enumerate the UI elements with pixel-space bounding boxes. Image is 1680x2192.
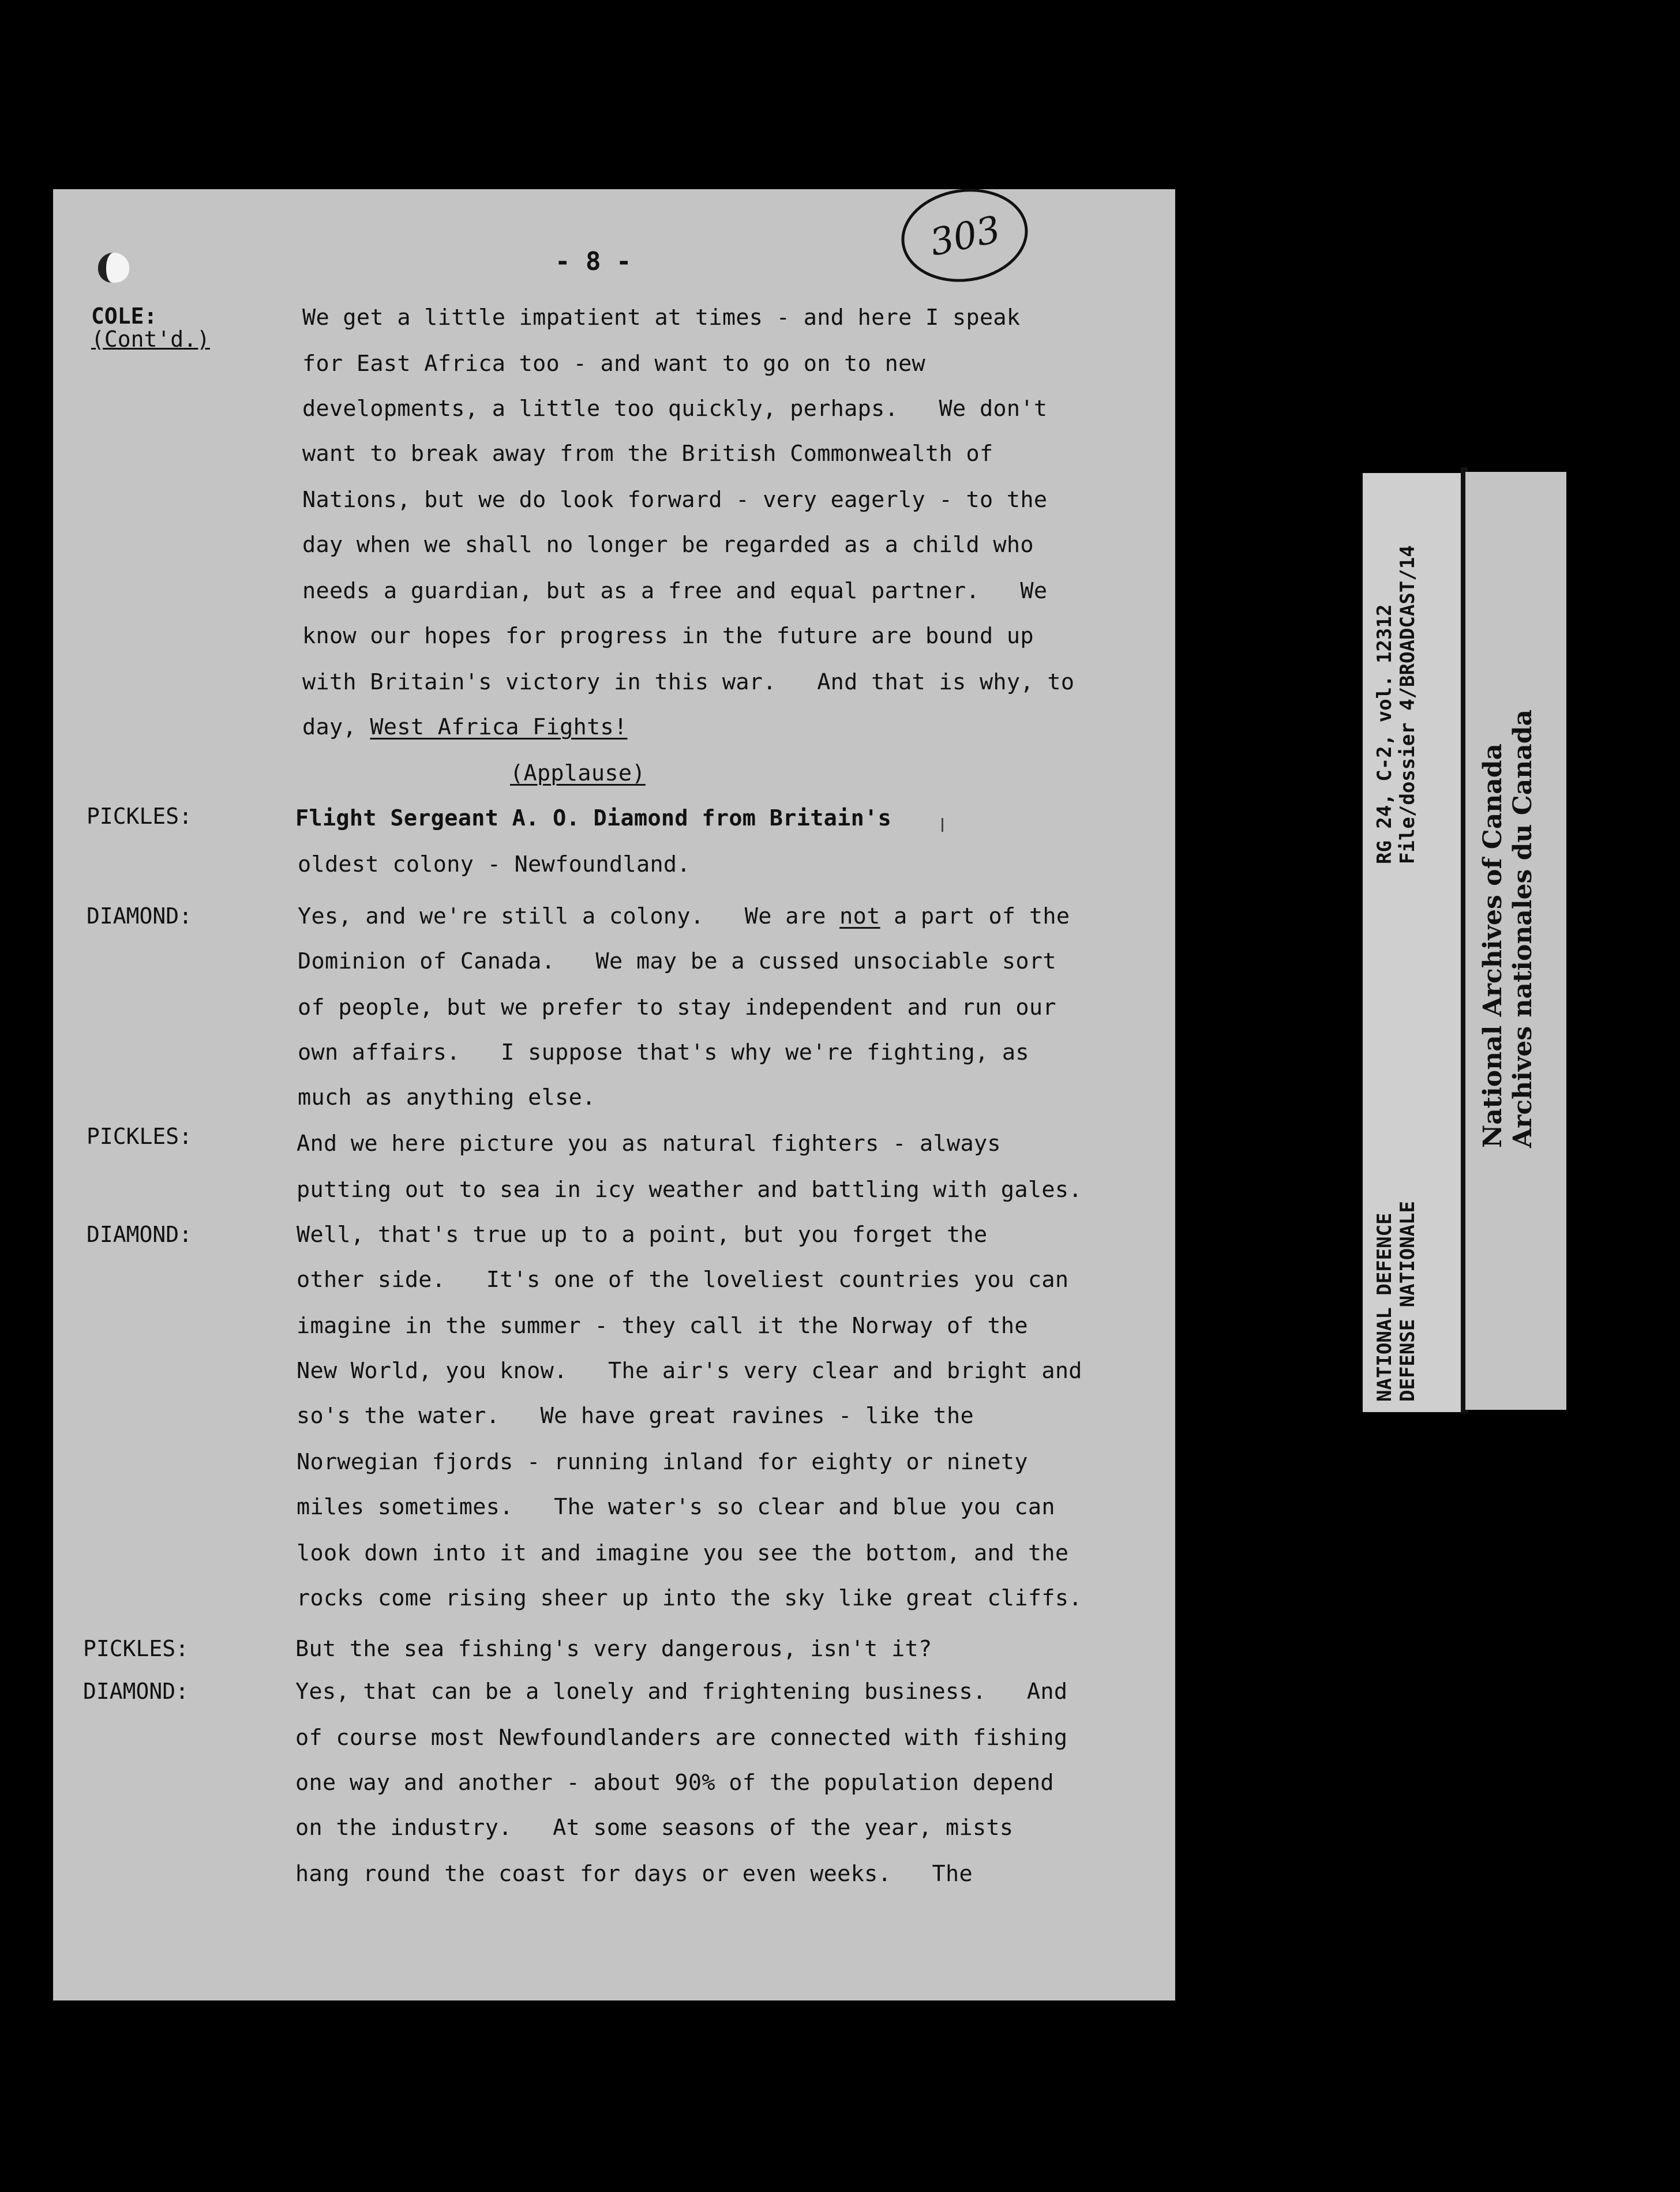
speaker-continued: (Cont'd.) — [91, 326, 210, 352]
text-line: Nations, but we do look forward - very eagerly - to the — [302, 487, 1048, 513]
text-line: Dominion of Canada. We may be a cussed unsociable sort — [298, 948, 1056, 974]
text-line: on the industry. At some seasons of the year, mists — [295, 1815, 1014, 1841]
text-line: Yes, that can be a lonely and frightening business. And — [295, 1679, 1068, 1705]
text-line: oldest colony - Newfoundland. — [298, 851, 691, 877]
text-line: much as anything else. — [298, 1084, 596, 1110]
record-reference — [1373, 545, 1419, 864]
text-line: imagine in the summer - they call it the Norway of the — [297, 1313, 1028, 1339]
archives-name-en: National Archives of Canada — [1478, 743, 1507, 1148]
text-line — [298, 903, 1070, 929]
text-line: Well, that's true up to a point, but you forget the — [297, 1222, 988, 1248]
punch-hole — [98, 253, 129, 283]
archives-name-label — [1478, 710, 1538, 1148]
text-line: putting out to sea in icy weather and battling with gales. — [297, 1177, 1082, 1203]
text-line: want to break away from the British Commonwealth of — [302, 441, 993, 467]
margin-mark — [942, 818, 943, 832]
text-line: look down into it and imagine you see the bottom, and the — [297, 1540, 1069, 1566]
text-line: so's the water. We have great ravines - like the — [297, 1403, 974, 1429]
text-line: with Britain's victory in this war. And that is why, to — [302, 669, 1075, 695]
page-number: - 8 - — [555, 247, 632, 276]
text-line: day when we shall no longer be regarded as a child who — [302, 532, 1034, 558]
document-page — [53, 189, 1175, 2000]
text-line: of people, but we prefer to stay independent and run our — [298, 994, 1056, 1020]
emphasis-not: not — [839, 903, 880, 929]
speaker-pickles: PICKLES: — [87, 804, 193, 829]
text-line: We get a little impatient at times - and here I speak — [302, 305, 1021, 331]
folio-stamp-number: 303 — [926, 208, 1004, 265]
file-dossier-reference: File/dossier 4/BROADCAST/14 — [1396, 545, 1419, 864]
speaker-diamond: DIAMOND: — [83, 1679, 189, 1704]
text-line: developments, a little too quickly, perhaps. We don't — [302, 396, 1048, 422]
department-label — [1373, 1201, 1419, 1402]
text-line: Flight Sergeant A. O. Diamond from Britain's — [295, 805, 892, 831]
speaker-pickles: PICKLES: — [87, 1124, 193, 1149]
speaker-diamond: DIAMOND: — [87, 903, 193, 929]
text-line: for East Africa too - and want to go on to new — [302, 351, 926, 377]
stage-direction: (Applause) — [510, 760, 646, 786]
text-line: miles sometimes. The water's so clear and blue you can — [297, 1494, 1055, 1520]
underlined-title: West Africa Fights! — [370, 714, 628, 740]
text-line: hang round the coast for days or even weeks. The — [295, 1861, 973, 1887]
text-line — [302, 714, 628, 740]
text-line: know our hopes for progress in the future are bound up — [302, 623, 1034, 649]
archives-name-fr: Archives nationales du Canada — [1508, 709, 1537, 1148]
speaker-cole: COLE: — [91, 303, 158, 329]
text-line: one way and another - about 90% of the population depend — [295, 1770, 1054, 1796]
text-segment: Yes, and we're still a colony. We are — [298, 903, 840, 929]
text-line: rocks come rising sheer up into the sky like great cliffs. — [297, 1585, 1082, 1611]
record-group-reference: RG 24, C-2, vol. 12312 — [1373, 604, 1396, 864]
speaker-pickles: PICKLES: — [83, 1636, 189, 1661]
department-en: NATIONAL DEFENCE — [1373, 1213, 1396, 1402]
text-line: of course most Newfoundlanders are connected with fishing — [295, 1725, 1068, 1751]
speaker-diamond: DIAMOND: — [87, 1222, 193, 1247]
text-line: other side. It's one of the loveliest countries you can — [297, 1267, 1069, 1293]
text-line: own affairs. I suppose that's why we're fighting, as — [298, 1039, 1029, 1065]
department-fr: DEFENSE NATIONALE — [1396, 1201, 1419, 1402]
text-segment: day, — [302, 714, 370, 740]
text-line: But the sea fishing's very dangerous, isn't it? — [295, 1636, 932, 1662]
text-line: New World, you know. The air's very clear and bright and — [297, 1358, 1082, 1384]
text-segment: a part of the — [880, 903, 1070, 929]
text-line: And we here picture you as natural fighters - always — [297, 1131, 1001, 1157]
text-line: Norwegian fjords - running inland for eighty or ninety — [297, 1449, 1028, 1475]
text-line: needs a guardian, but as a free and equal partner. We — [302, 578, 1048, 604]
